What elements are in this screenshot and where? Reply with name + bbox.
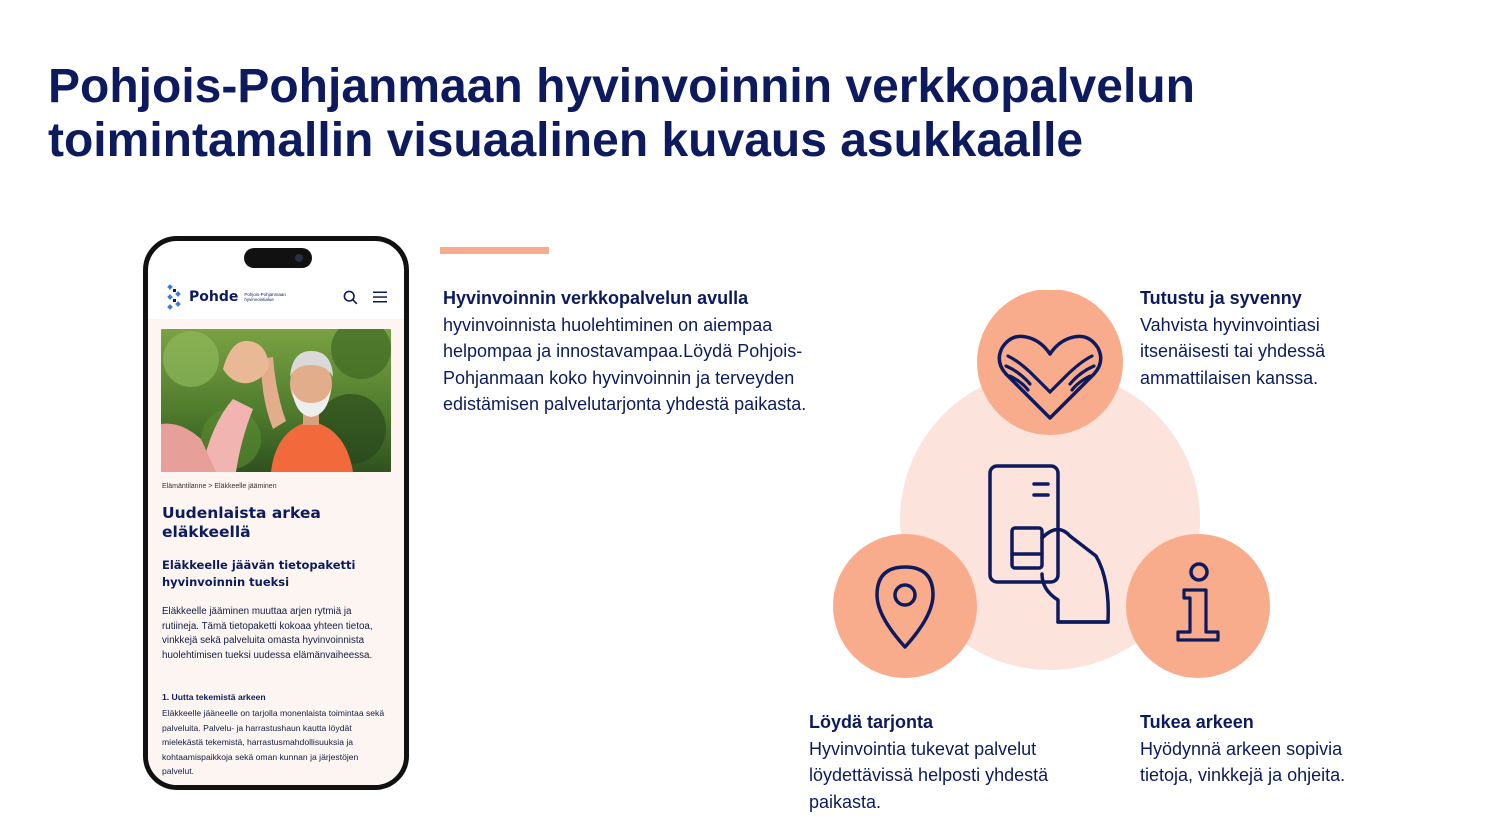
title-line-2: toimintamallin visuaalinen kuvaus asukkaalle — [48, 114, 1084, 167]
intro-text-block — [443, 285, 813, 418]
feature-find-text: Hyvinvointia tukevat palvelut löydettävissä helposti yhdestä paikasta. — [809, 738, 1049, 812]
service-illustration — [820, 290, 1280, 690]
article-heading: Uudenlaista arkea eläkkeellä — [162, 504, 321, 541]
feature-support-heading: Tukea arkeen — [1140, 712, 1254, 732]
intro-heading: Hyvinvoinnin verkkopalvelun avulla — [443, 288, 749, 308]
hero-image — [161, 329, 391, 472]
phone-notch — [244, 248, 312, 268]
section-text: Eläkkeelle jääneelle on tarjolla monenlaista toimintaa sekä palveluita. Palvelu- ja harrastushaun kautta löydät mielekästä tekemistä, harrastusmahdollisuuksia ja kohtaamispaikkoja sekä oman kunnan ja järjestöjen palvelut. — [162, 708, 385, 777]
phone-mockup — [143, 236, 409, 790]
title-line-1: Pohjois-Pohjanmaan hyvinvoinnin verkkopalvelun — [48, 60, 1195, 113]
pohde-logo-icon — [166, 283, 184, 311]
page-title — [48, 60, 1348, 168]
feature-find-heading: Löydä tarjonta — [809, 712, 934, 732]
search-icon[interactable] — [343, 290, 358, 305]
heart-hands-icon — [977, 290, 1123, 435]
section-title: 1. Uutta tekemistä arkeen — [162, 692, 266, 702]
menu-icon[interactable] — [372, 290, 388, 304]
page-content — [148, 319, 404, 790]
article-paragraph: Eläkkeelle jääminen muuttaa arjen rytmiä ja rutiineja. Tämä tietopaketti kokoaa yhteen tietoa, vinkkejä sekä palveluita omasta hyvinvoinnista huolehtimisen tueksi uudessa elämänvaiheessa. — [162, 606, 373, 661]
article-subheading: Eläkkeelle jäävän tietopaketti hyvinvoinnin tueksi — [162, 558, 356, 589]
feature-support — [1140, 709, 1400, 789]
logo-subtitle: Pohjois-Pohjanmaan hyvinvointialue — [244, 292, 286, 302]
feature-support-text: Hyödynnä arkeen sopivia tietoja, vinkkejä ja ohjeita. — [1140, 738, 1346, 786]
feature-explore-text: Vahvista hyvinvointiasi itsenäisesti tai yhdessä ammattilaisen kanssa. — [1140, 314, 1326, 388]
feature-find — [809, 709, 1079, 815]
accent-divider — [440, 247, 549, 254]
location-pin-icon — [833, 534, 977, 678]
logo-text[interactable]: Pohde — [189, 289, 239, 305]
intro-text: hyvinvoinnista huolehtiminen on aiempaa helpompaa ja innostavampaa.Löydä Pohjois-Pohjanmaan koko hyvinvoinnin ja terveyden edistämisen palvelutarjonta yhdestä paikasta. — [443, 314, 807, 415]
info-icon — [1126, 534, 1270, 678]
site-header — [148, 271, 404, 323]
breadcrumb[interactable]: Elämäntilanne > Eläkkeelle jääminen — [162, 483, 277, 490]
feature-explore-heading: Tutustu ja syvenny — [1140, 288, 1302, 308]
